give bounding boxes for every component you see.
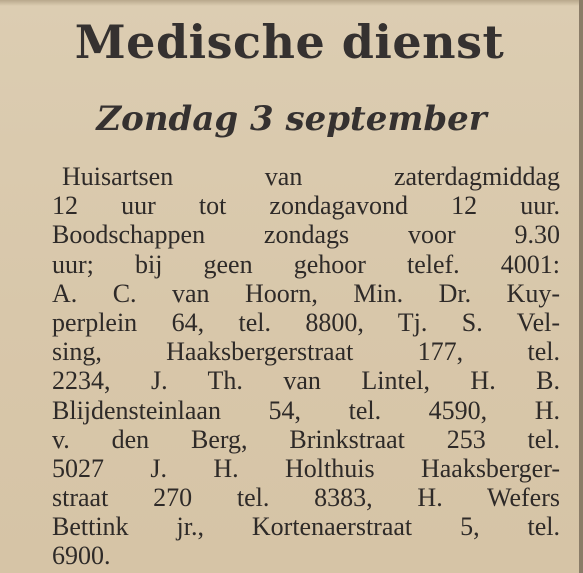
body-line: Huisartsen van zaterdagmiddag [62,162,560,191]
article-body [52,162,560,571]
body-line: 5027 J. H. Holthuis Haaksberger- [52,453,560,483]
body-line: Bettink jr., Kortenaerstraat 5, tel. [52,512,560,542]
body-line: sing, Haaksbergerstraat 177, tel. [52,337,560,367]
body-line: straat 270 tel. 8383, H. Wefers [52,483,560,513]
body-line: Blijdensteinlaan 54, tel. 4590, H. [52,395,560,425]
subheading: Zondag 3 september [96,99,487,139]
body-line: perplein 64, tel. 8800, Tj. S. Vel- [52,307,560,337]
body-line: 2234, J. Th. van Lintel, H. B. [52,366,560,396]
headline: Medische dienst [74,15,505,69]
body-line: v. den Berg, Brinkstraat 253 tel. [52,424,560,454]
top-edge-shadow [0,0,583,6]
body-line: uur; bij geen gehoor telef. 4001: [52,249,560,279]
body-line: 12 uur tot zondagavond 12 uur. [52,191,560,221]
body-line: 6900. [52,541,111,571]
right-border-rule [579,0,583,573]
body-line: A. C. van Hoorn, Min. Dr. Kuy- [52,278,560,308]
body-line: Boodschappen zondags voor 9.30 [52,220,560,250]
